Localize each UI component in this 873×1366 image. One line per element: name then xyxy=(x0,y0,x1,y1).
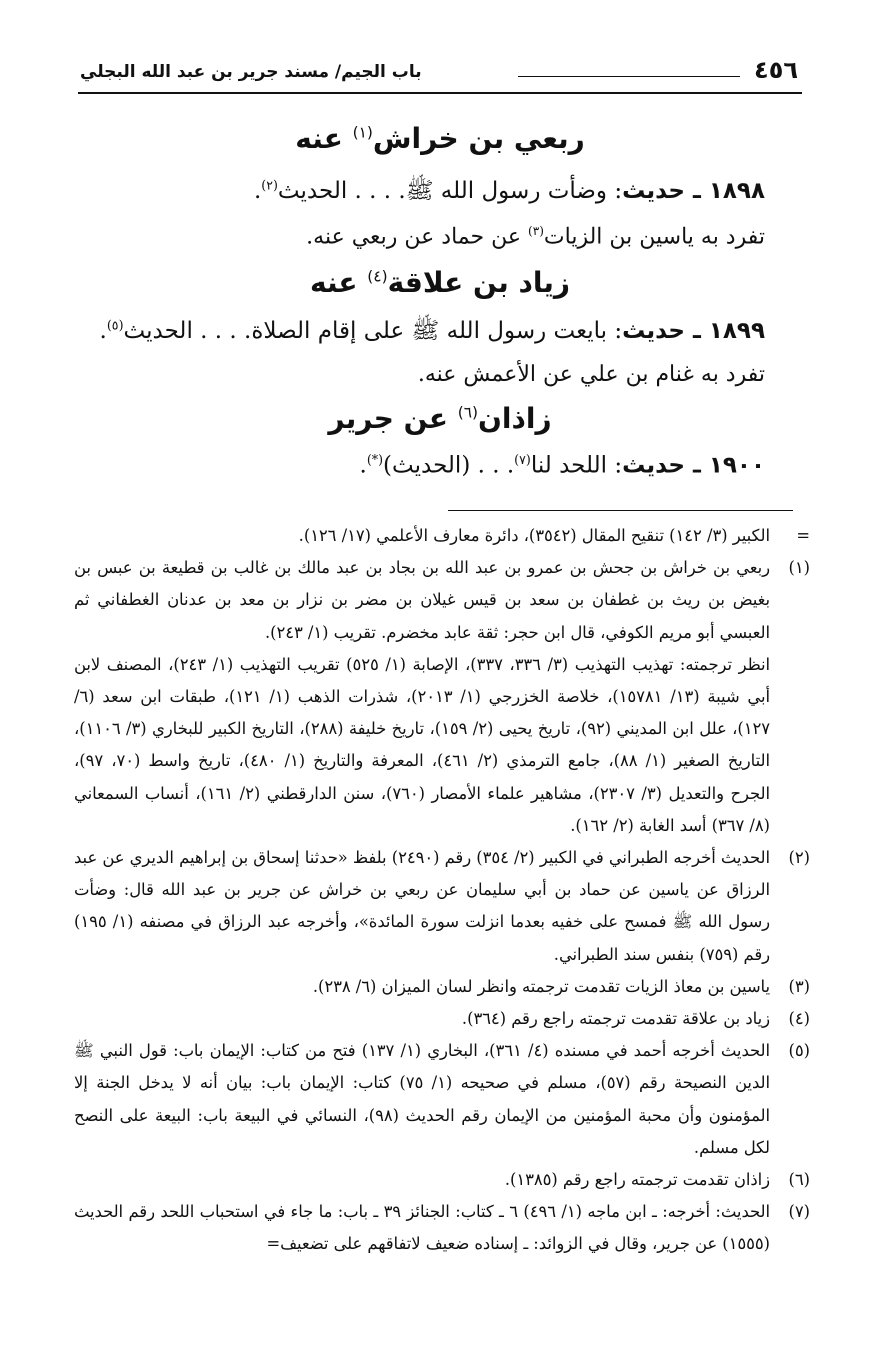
running-title: باب الجيم/ مسند جرير بن عبد الله البجلي xyxy=(80,62,422,82)
footnote-marker: (٢) xyxy=(788,848,810,868)
footnote-ref: (٧) xyxy=(514,452,531,467)
hadith-entry-1898: ١٨٩٨ ـ حديث: وضأت رسول الله ﷺ. . . . الحديث$^{(٢)}$. xyxy=(253,177,765,204)
hadith-number: ١٨٩٩ xyxy=(708,318,765,344)
footnote-marker: (٧) xyxy=(788,1202,810,1222)
footnote-text: الحديث: أخرجه: ـ ابن ماجه (١/ ٤٩٦) ٦ ـ كتاب: الجنائز ٣٩ ـ باب: ما جاء في استحباب اللحد رقم الحديث (١٥٥٥) عن جرير، وقال في الزوائد: ـ إسناده ضعيف لاتفاقهم على تضعيف= xyxy=(74,1202,770,1254)
footnote-text: الحديث أخرجه الطبراني في الكبير (٢/ ٣٥٤) رقم (٢٤٩٠) بلفظ «حدثنا إسحاق بن إبراهيم الديري عن عبد الرزاق عن ياسين عن حماد بن أبي سليمان عن ربعي بن خراش عن جرير بن عبد الله قال: وضأت رسول الله ﷺ فمسح على خفيه بعدما انزلت سورة المائدة»، وأخرجه عبد الرزاق في مصنفه (١/ ١٩٥) رقم (٧٥٩) بنفس سند الطبراني. xyxy=(74,848,771,964)
header-dash-line xyxy=(518,76,740,77)
footnote-4 xyxy=(74,1003,810,1035)
footnote-marker: (٤) xyxy=(788,1009,810,1029)
hadith-entry-1899: ١٨٩٩ ـ حديث: بايعت رسول الله ﷺ على إقام الصلاة. . . . الحديث$^{(٥)}$. xyxy=(99,317,765,344)
hadith-label: ـ حديث xyxy=(622,452,709,479)
footnote-text: ربعي بن خراش بن جحش بن عمرو بن عبد الله بن بجاد بن عبد مالك بن غالب بن قطيعة بن عبس بن بغيض بن ريث بن غطفان بن سعد بن قيس غيلان بن مضر بن نزار بن معد بن عدنان الغطفاني ثم العبسي أبو مريم الكوفي، قال ابن حجر: ثقة عابد مخضرم. تقريب (١/ ٢٤٣). xyxy=(74,558,770,642)
footnote-marker: (٥) xyxy=(788,1041,810,1061)
footnote-1 xyxy=(74,552,810,649)
continuation-mark: = xyxy=(796,526,810,545)
footnote-ref: (٢) xyxy=(261,177,278,193)
footnote-text: الكبير (٣/ ١٤٢) تنقيح المقال (٣٥٤٢)، دائرة معارف الأعلمي (١٧/ ١٢٦). xyxy=(298,526,770,545)
footnote-marker: (٦) xyxy=(788,1170,810,1190)
hadith-label: ـ حديث xyxy=(622,178,709,204)
section-heading-ziyad: زياد بن علاقة$^{(٤)}$ عنه xyxy=(309,266,571,299)
footnote-ref: (٥) xyxy=(106,317,124,333)
footnote-ref: (١) xyxy=(352,123,373,142)
hadith-entry-1900: ١٩٠٠ ـ حديث: اللحد لنا$^{(٧)}$. . . (الحديث)(*). xyxy=(359,452,765,479)
footnote-1-sources: انظر ترجمته: تهذيب التهذيب (٣/ ٣٣٦، ٣٣٧)، الإصابة (١/ ٥٢٥) تقريب التهذيب (١/ ٢٤٣)، المصنف لابن أبي شيبة (١٣/ ١٥٧٨١)، خلاصة الخزرجي (١/ ٢٠١٣)، شذرات الذهب (١/ ١٢١)، طبقات ابن سعد (٦/ ١٢٧)، علل ابن المديني (٩٢)، تاريخ يحيى (٢/ ١٥٩)، تاريخ خليفة (٢٨٨)، التاريخ الكبير للبخاري (٣/ ١١٠٦)، التاريخ الصغير (١/ ٨٨)، جامع الترمذي (٢/ ٤٦١)، المعرفة والتاريخ (١/ ٤٨٠)، تاريخ واسط (٧٠، ٩٧)، الجرح والتعديل (٣/ ٢٣٠٧)، مشاهير علماء الأمصار (٧٦٠)، سنن الدارقطني (٢/ ١٦١)، أنساب السمعاني (٨/ ٣٦٧) أسد الغابة (٢/ ١٦٢). xyxy=(74,654,771,835)
footnote-5 xyxy=(74,1035,810,1164)
footnote-ref: (٤) xyxy=(367,267,388,286)
footnote-marker: (٣) xyxy=(788,976,810,996)
page-header xyxy=(78,52,802,96)
hadith-label: ـ حديث xyxy=(622,318,709,344)
hadith-number: ١٨٩٨ xyxy=(708,178,765,204)
footnote-text: الحديث أخرجه أحمد في مسنده (٤/ ٣٦١)، البخاري (١/ ١٣٧) فتح من كتاب: الإيمان باب: قول النبي ﷺ الدين النصيحة رقم (٥٧)، مسلم في صحيحه (١/ ٧٥) كتاب: الإيمان باب: بيان أنه لا يدخل الجنة إلا المؤمنون وأن محبة المؤمنين من الإيمان رقم الحديث (٩٨)، النسائي في البيعة باب: البيعة على النصح لكل مسلم. xyxy=(74,1041,770,1157)
footnote-continuation xyxy=(74,520,810,552)
section-heading-rabii: ربعي بن خراش$^{(١)}$ عنه xyxy=(295,122,585,155)
footnote-ref: (٣) xyxy=(527,224,544,238)
hadith-text: : وضأت رسول الله ﷺ. . . . الحديث xyxy=(277,178,623,204)
footnote-ref: (*) xyxy=(366,452,384,467)
footnote-7 xyxy=(74,1196,810,1260)
header-rule xyxy=(78,92,802,94)
footnote-6 xyxy=(74,1164,810,1196)
footnote-marker: (١) xyxy=(788,558,810,578)
footnote-text: زاذان تقدمت ترجمته راجع رقم (١٣٨٥). xyxy=(504,1170,770,1190)
footnote-separator xyxy=(448,510,793,511)
footnote-text: ياسين بن معاذ الزيات تقدمت ترجمته وانظر لسان الميزان (٦/ ٢٣٨). xyxy=(312,976,770,996)
footnotes xyxy=(74,520,810,1261)
transmission-note-1: تفرد به ياسين بن الزيات$^{(٣)}$ عن حماد عن ربعي عنه. xyxy=(306,224,765,250)
footnote-text: زياد بن علاقة تقدمت ترجمته راجع رقم (٣٦٤). xyxy=(461,1009,770,1029)
page-number: ٤٥٦ xyxy=(754,56,798,84)
footnote-2 xyxy=(74,842,810,971)
hadith-number: ١٩٠٠ xyxy=(708,452,765,479)
hadith-text: : بايعت رسول الله ﷺ على إقام الصلاة. . . . الحديث xyxy=(123,318,623,344)
footnote-3 xyxy=(74,971,810,1003)
transmission-note-2: تفرد به غنام بن علي عن الأعمش عنه. xyxy=(417,362,765,387)
section-heading-zadhan: زاذان$^{(٦)}$ عن جرير xyxy=(328,402,552,435)
footnote-ref: (٦) xyxy=(457,403,479,422)
hadith-text: : اللحد لنا xyxy=(530,452,623,479)
